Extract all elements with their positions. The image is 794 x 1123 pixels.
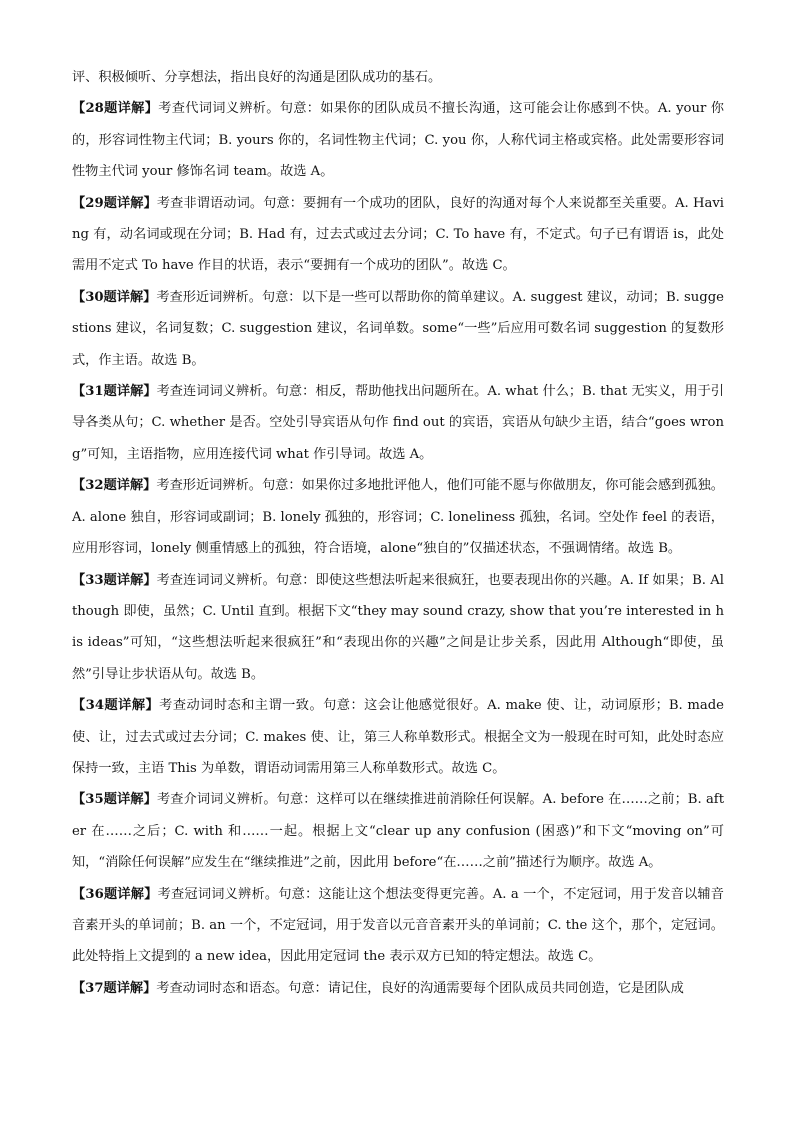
paragraph-text: 考查冠词词义辨析。句意：这能让这个想法变得更完善。A. a 一个，不定冠词，用于发音以辅音音素开头的单词前；B. an 一个，不定冠词，用于发音以元音音素开头的单词前；C. the 这个，那个，定冠词。此处特指上文提到的 a new idea，因此用定冠词 the 表示双方已知的特定想法。故选 C。 (72, 886, 724, 965)
paragraph-q30 (72, 282, 724, 376)
paragraph-text: 考查动词时态和主谓一致。句意：这会让他感觉很好。A. make 使、让，动词原形；B. made 使、让，过去式或过去分词；C. makes 使、让，第三人称单数形式。根据全文为一般现在时可知，此处时态应保持一致，主语 This 为单数，谓语动词需用第三人称单数形式。故选 C。 (72, 698, 724, 776)
paragraph-text: 评、积极倾听、分享想法，指出良好的沟通是团队成功的基石。 (72, 70, 442, 85)
document-page (72, 62, 724, 1004)
paragraph-q31 (72, 376, 724, 470)
paragraph-text: 考查非谓语动词。句意：要拥有一个成功的团队，良好的沟通对每个人来说都至关重要。A. Having 有，动名词或现在分词；B. Had 有，过去式或过去分词；C. To have 有，不定式。句子已有谓语 is，此处需用不定式 To have 作目的状语，表示“要拥有一个成功的团队”。故选 C。 (72, 195, 724, 274)
question-tag: 【30题详解】 (72, 289, 157, 305)
paragraph-text: 考查形近词辨析。句意：以下是一些可以帮助你的简单建议。A. suggest 建议，动词；B. suggestions 建议，名词复数；C. suggestion 建议，名词单数。some“一些”后应用可数名词 suggestion 的复数形式，作主语。故选 B。 (72, 289, 724, 368)
question-tag: 【36题详解】 (72, 886, 158, 902)
question-tag: 【33题详解】 (72, 572, 157, 588)
paragraph-q35 (72, 784, 724, 878)
paragraph-q36 (72, 879, 724, 973)
question-tag: 【35题详解】 (72, 792, 157, 808)
question-tag: 【37题详解】 (72, 980, 157, 996)
paragraph-text: 考查连词词义辨析。句意：相反，帮助他找出问题所在。A. what 什么；B. that 无实义，用于引导各类从句；C. whether 是否。空处引导宾语从句作 find out 的宾语，宾语从句缺少主语，结合“goes wrong”可知，主语指物，应用连接代词 what 作引导词。故选 A。 (72, 384, 724, 462)
paragraph-intro (72, 62, 724, 93)
question-tag: 【34题详解】 (72, 698, 160, 714)
paragraph-text: 考查介词词义辨析。句意：这样可以在继续推进前消除任何误解。A. before 在……之前；B. after 在……之后；C. with 和……一起。根据上文“clear up any confusion (困惑)”和下文“moving on”可知，“消除任何误解”应发生在“继续推进”之前，因此用 before“在……之前”描述行为顺序。故选 A。 (72, 792, 724, 871)
question-tag: 【29题详解】 (72, 195, 157, 211)
question-tag: 【28题详解】 (72, 101, 159, 117)
paragraph-text: 考查形近词辨析。句意：如果你过多地批评他人，他们可能不愿与你做朋友，你可能会感到孤独。A. alone 独自，形容词或副词；B. lonely 孤独的，形容词；C. loneliness 孤独，名词。空处作 feel 的表语，应用形容词，lonely 侧重情感上的孤独，符合语境，alone“独自的”仅描述状态，不强调情绪。故选 B。 (72, 478, 724, 557)
paragraph-q28 (72, 93, 724, 187)
paragraph-text: 考查连词词义辨析。句意：即使这些想法听起来很疯狂，也要表现出你的兴趣。A. If 如果；B. Although 即使，虽然；C. Until 直到。根据下文“they may sound crazy, show that you’re interested in his ideas”可知，“这些想法听起来很疯狂”和“表现出你的兴趣”之间是让步关系，因此用 Although“即使，虽然”引导让步状语从句。故选 B。 (72, 572, 724, 682)
paragraph-q33 (72, 565, 724, 691)
question-tag: 【32题详解】 (72, 478, 157, 494)
paragraph-q32 (72, 470, 724, 564)
question-tag: 【31题详解】 (72, 384, 157, 400)
paragraph-q29 (72, 188, 724, 282)
paragraph-text: 考查代词词义辨析。句意：如果你的团队成员不擅长沟通，这可能会让你感到不快。A. your 你的，形容词性物主代词；B. yours 你的，名词性物主代词；C. you 你，人称代词主格或宾格。此处需要形容词性物主代词 your 修饰名词 team。故选 A。 (72, 101, 724, 180)
paragraph-q34 (72, 690, 724, 784)
paragraph-text: 考查动词时态和语态。句意：请记住，良好的沟通需要每个团队成员共同创造，它是团队成 (156, 980, 684, 996)
paragraph-q37 (72, 973, 724, 1004)
